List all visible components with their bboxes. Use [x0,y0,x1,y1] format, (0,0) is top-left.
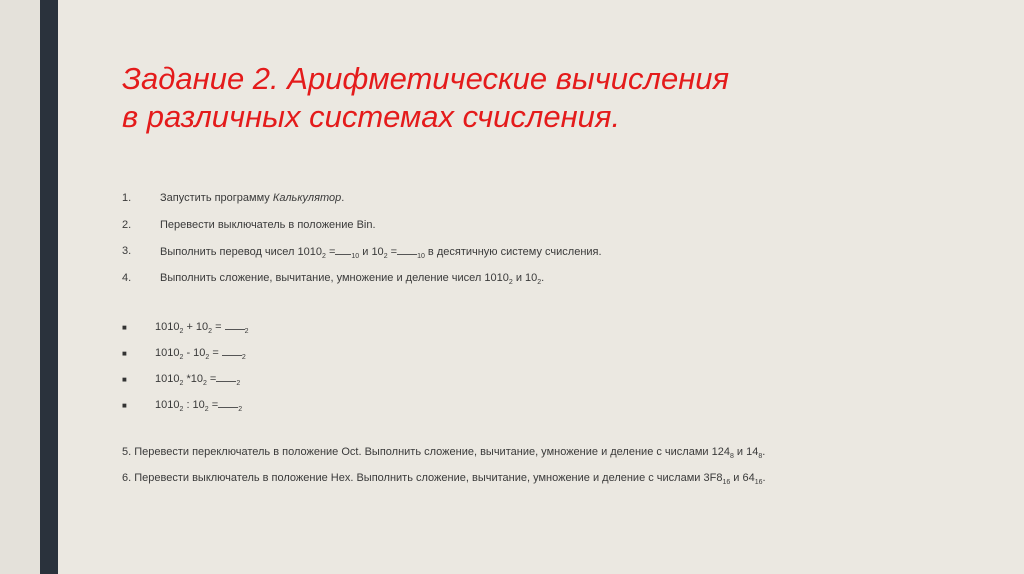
answer-blank [216,372,236,382]
answer-blank [335,245,351,255]
step-5-text: 5. Перевести переключатель в положение Oct. Выполнить сложение, вычитание, умножение и деление с числами $124_8$ и $14_8$. [122,446,766,460]
operation-multiply: $1010_2$ $*10_2 = _2$ [155,373,241,387]
step-4-text: Выполнить сложение, вычитание, умножение и деление чисел $1010_2$ и $10_2$. [160,272,545,286]
answer-blank [397,245,417,255]
operation-add: $1010_2 + 10_2 = _2$ [155,321,249,335]
step-1-number: 1. [122,192,132,204]
step-2-number: 2. [122,219,132,231]
step-3-text: Выполнить перевод чисел $1010_2 = _{10}$ и $10_2 = _{10}$ в десятичную систему счисления. [160,246,602,260]
step-6-text: 6. Перевести выключатель в положение Hex. Выполнить сложение, вычитание, умножение и деление с числами $3F8_{16}$ и $64_{16}$. [122,472,766,486]
answer-blank [222,346,242,356]
title-line-1: Задание 2. Арифметические вычисления [122,61,730,96]
answer-blank [218,398,238,408]
bullet-icon: ■ [122,323,127,332]
step-1-text: Запустить программу Калькулятор. [160,192,345,204]
operation-subtract: $1010_2 - 10_2 = _2$ [155,347,246,361]
operation-divide: $1010_2$ : $10_2 = _2$ [155,399,243,413]
bullet-icon: ■ [122,401,127,410]
step-2-text: Перевести выключатель в положение Bin. [160,219,376,231]
step-3-number: 3. [122,245,132,257]
bullet-icon: ■ [122,349,127,358]
slide-title [122,60,942,136]
title-line-2: в различных системах счисления. [122,99,621,134]
answer-blank [225,320,245,330]
accent-bar [40,0,58,574]
left-margin-band [0,0,40,574]
step-4-number: 4. [122,272,132,284]
bullet-icon: ■ [122,375,127,384]
